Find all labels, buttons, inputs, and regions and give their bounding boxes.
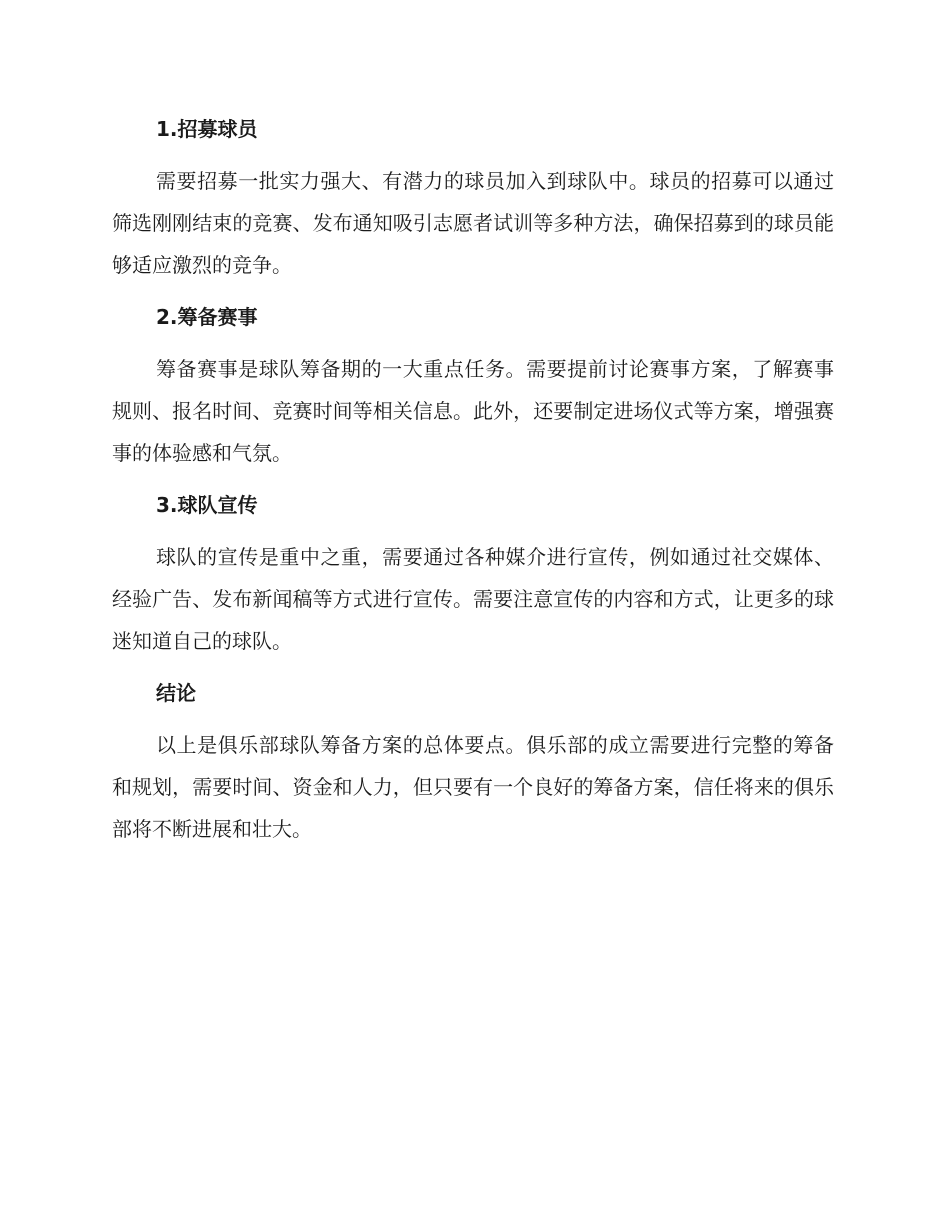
section-team-promotion: [112, 488, 834, 662]
section-heading: 2.筹备赛事: [156, 305, 258, 329]
section-heading: 3.球队宣传: [156, 493, 258, 517]
section-recruit-players: [112, 112, 834, 286]
section-heading: 1.招募球员: [156, 117, 258, 141]
section-heading: 结论: [156, 681, 196, 705]
section-paragraph: 球队的宣传是重中之重，需要通过各种媒介进行宣传，例如通过社交媒体、经验广告、发布新闻稿等方式进行宣传。需要注意宣传的内容和方式，让更多的球迷知道自己的球队。: [112, 545, 834, 653]
section-paragraph: 需要招募一批实力强大、有潜力的球员加入到球队中。球员的招募可以通过筛选刚刚结束的竞赛、发布通知吸引志愿者试训等多种方法，确保招募到的球员能够适应激烈的竞争。: [112, 169, 834, 277]
section-prepare-events: [112, 300, 834, 474]
section-paragraph: 以上是俱乐部球队筹备方案的总体要点。俱乐部的成立需要进行完整的筹备和规划，需要时间、资金和人力，但只要有一个良好的筹备方案，信任将来的俱乐部将不断进展和壮大。: [112, 733, 834, 841]
document-page: [112, 112, 834, 864]
section-conclusion: [112, 676, 834, 850]
section-paragraph: 筹备赛事是球队筹备期的一大重点任务。需要提前讨论赛事方案，了解赛事规则、报名时间、竞赛时间等相关信息。此外，还要制定进场仪式等方案，增强赛事的体验感和气氛。: [112, 357, 834, 465]
